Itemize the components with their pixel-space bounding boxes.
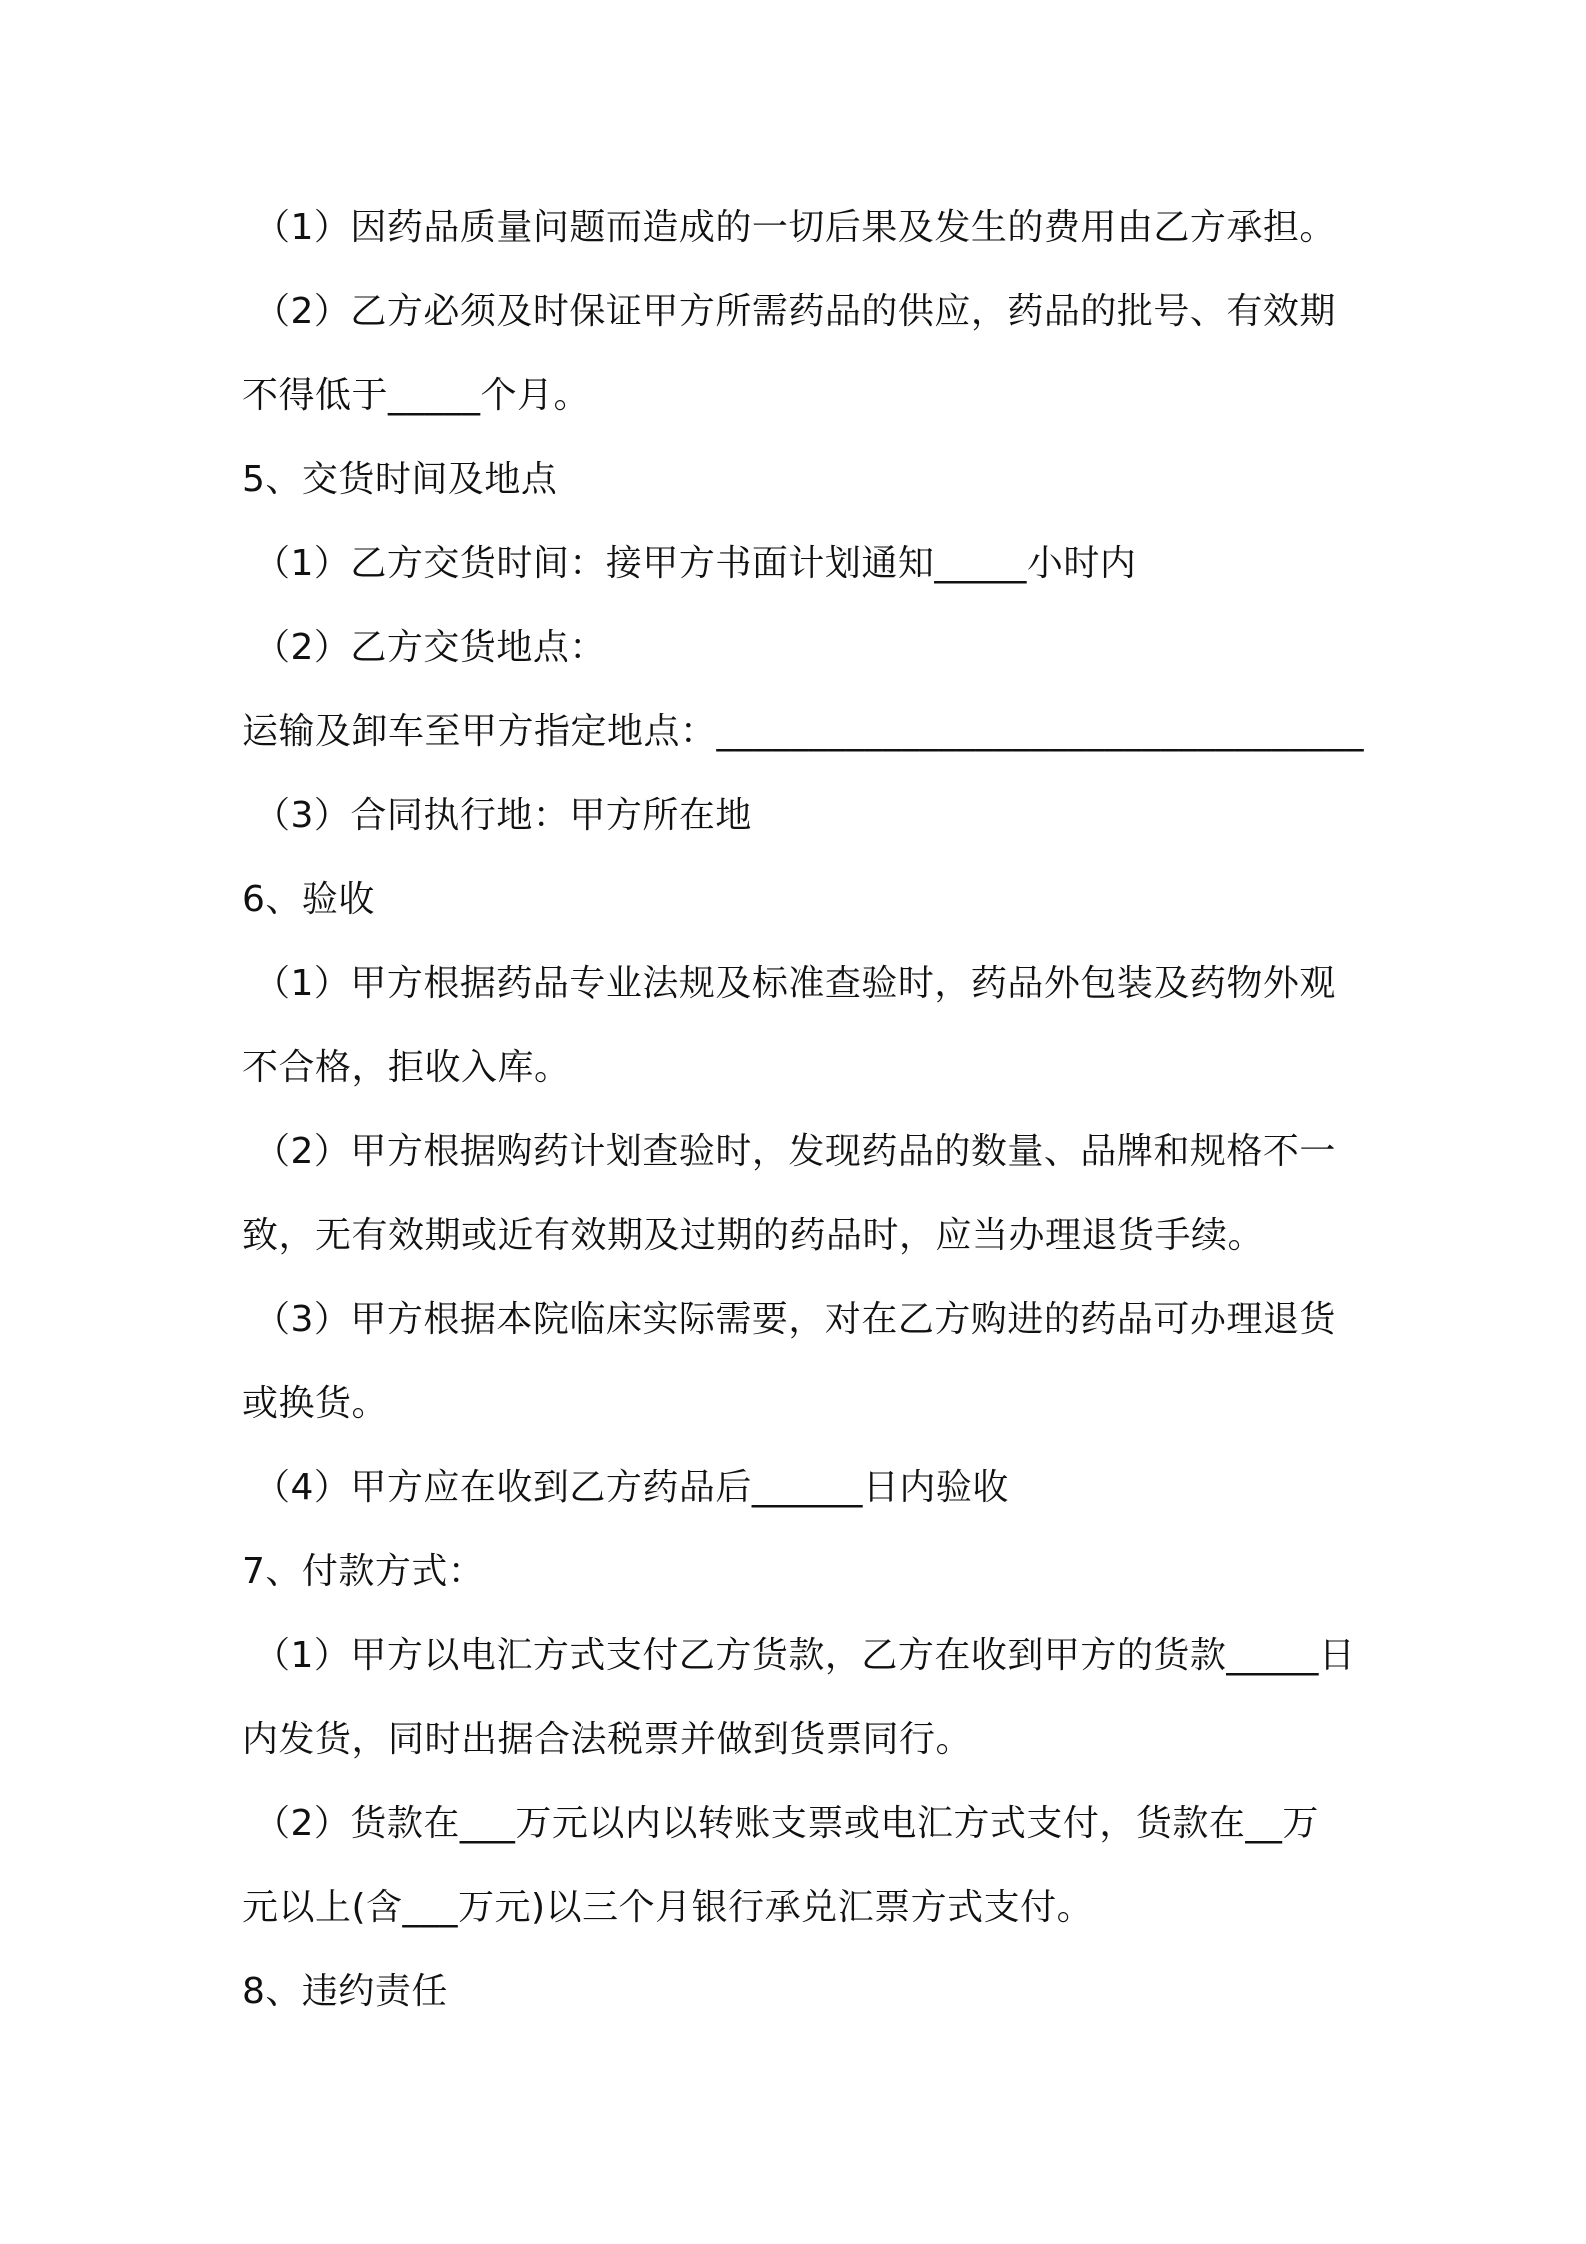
clause-4-2: （2）乙方必须及时保证甲方所需药品的供应，药品的批号、有效期: [254, 291, 1336, 332]
clause-4-1: （1）因药品质量问题而造成的一切后果及发生的费用由乙方承担。: [254, 207, 1336, 248]
clause-5-3: （3）合同执行地：甲方所在地: [254, 795, 752, 836]
clause-4-2-cont: 不得低于_____个月。: [242, 375, 591, 416]
clause-6-2-cont: 致，无有效期或近有效期及过期的药品时，应当办理退货手续。: [242, 1215, 1265, 1256]
section-7-heading: 7、付款方式：: [242, 1551, 485, 1592]
clause-5-2: （2）乙方交货地点：: [254, 627, 606, 668]
clause-6-1-cont: 不合格，拒收入库。: [242, 1047, 571, 1088]
clause-5-2-location: 运输及卸车至甲方指定地点：___________________________________: [242, 711, 1365, 752]
clause-7-2-cont: 元以上(含___万元)以三个月银行承兑汇票方式支付。: [242, 1887, 1094, 1928]
clause-6-1: （1）甲方根据药品专业法规及标准查验时，药品外包装及药物外观: [254, 963, 1336, 1004]
clause-7-1-cont: 内发货，同时出据合法税票并做到货票同行。: [242, 1719, 973, 1760]
clause-6-4: （4）甲方应在收到乙方药品后______日内验收: [254, 1467, 1009, 1508]
clause-6-3: （3）甲方根据本院临床实际需要，对在乙方购进的药品可办理退货: [254, 1299, 1336, 1340]
clause-6-2: （2）甲方根据购药计划查验时，发现药品的数量、品牌和规格不一: [254, 1131, 1336, 1172]
clause-7-1: （1）甲方以电汇方式支付乙方货款，乙方在收到甲方的货款_____日: [254, 1635, 1356, 1676]
section-5-heading: 5、交货时间及地点: [242, 459, 558, 500]
clause-6-3-cont: 或换货。: [242, 1383, 389, 1424]
section-8-heading: 8、违约责任: [242, 1971, 448, 2012]
section-6-heading: 6、验收: [242, 879, 375, 920]
clause-7-2: （2）货款在___万元以内以转账支票或电汇方式支付，货款在__万: [254, 1803, 1319, 1844]
clause-5-1: （1）乙方交货时间：接甲方书面计划通知_____小时内: [254, 543, 1137, 584]
